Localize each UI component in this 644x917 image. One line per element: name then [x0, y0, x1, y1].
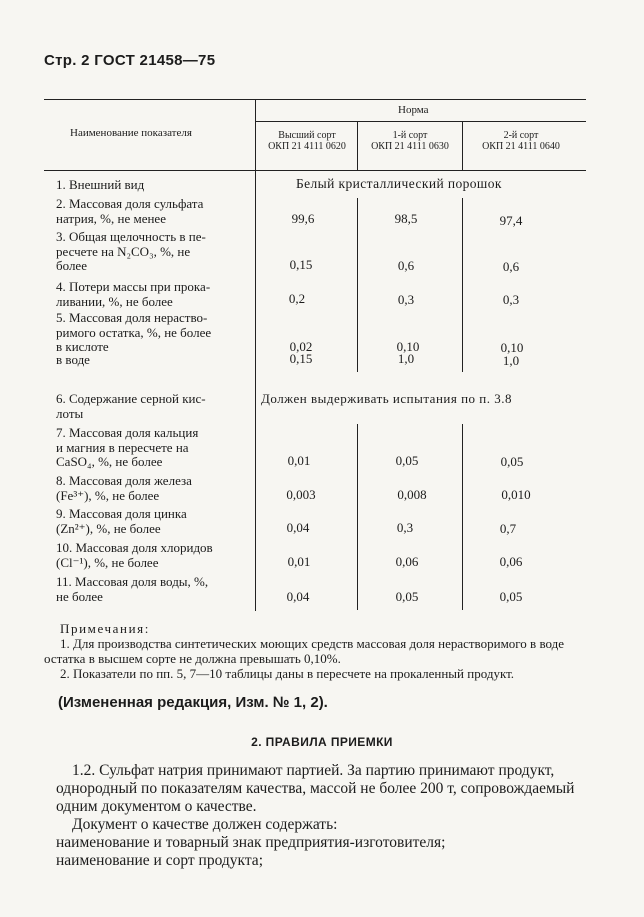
row-label: 5. Массовая доля нераство- римого остатка, %, не более: [56, 310, 212, 340]
table-cell: 0,01: [287, 453, 311, 468]
paragraph: наименование и товарный знак предприятия-изготовителя;: [56, 834, 446, 851]
table-cell: 0,7: [499, 521, 517, 536]
table-cell: 0,6: [397, 258, 415, 273]
table-top-rule: [44, 99, 586, 100]
table-cell: 99,6: [291, 211, 315, 226]
table-cell: 97,4: [499, 213, 523, 228]
paragraph: наименование и сорт продукта;: [56, 852, 263, 869]
table-cell: 0,06: [499, 554, 523, 569]
row-sublabel: в кислоте: [56, 339, 109, 354]
body-text: [56, 762, 592, 870]
row-label: 11. Массовая доля воды, %, не более: [56, 574, 209, 604]
grade-divider-2-body: [462, 198, 463, 372]
paragraph: Документ о качестве должен содержать:: [72, 816, 338, 833]
param-column-header: Наименование показателя: [70, 127, 192, 139]
table-cell: 98,5: [394, 211, 418, 226]
table-cell: 0,003: [286, 487, 316, 502]
paragraph: 1.2. Сульфат натрия принимают партией. За партию принимают продукт, однородный по показателям качества, массой не более 200 т, сопровождаемый одним документом о качестве.: [56, 762, 575, 815]
table-cell: 0,04: [286, 589, 310, 604]
table-cell: 0,05: [395, 589, 419, 604]
table-cell: 0,3: [396, 520, 414, 535]
table-cell: 0,2: [288, 291, 306, 306]
note-1: 1. Для производства синтетических моющих средств массовая доля нерастворимого в воде остатка в высшем сорте не должна превышать 0,10%.: [44, 636, 564, 666]
row-label: 7. Массовая доля кальция и магния в пересчете на CaSO₄, %, не более: [56, 425, 199, 469]
note-2: 2. Показатели по пп. 5, 7—10 таблицы даны в пересчете на прокаленный продукт.: [60, 666, 515, 681]
grade-divider-2: [462, 121, 463, 170]
norm-header: Норма: [398, 104, 429, 116]
grade-header: 2-й сорт ОКП 21 4111 0640: [482, 130, 560, 152]
table-cell: 0,10: [500, 340, 524, 355]
row-span-value: Должен выдерживать испытания по п. 3.8: [261, 391, 513, 406]
table-cell: 0,05: [500, 454, 524, 469]
row-label: 2. Массовая доля сульфата натрия, %, не менее: [56, 196, 204, 226]
row-label: 3. Общая щелочность в пе- ресчете на N₂CO₃, %, не более: [56, 229, 206, 273]
table-cell: 0,008: [397, 487, 427, 502]
table-cell: 1,0: [502, 353, 520, 368]
table-cell: 0,01: [287, 554, 311, 569]
section-title: 2. ПРАВИЛА ПРИЕМКИ: [251, 735, 393, 749]
table-cell: 0,15: [289, 351, 313, 366]
table-cell: 0,3: [502, 292, 520, 307]
table-cell: 0,05: [499, 589, 523, 604]
row-label: 1. Внешний вид: [56, 177, 145, 192]
row-sublabel: в воде: [56, 352, 90, 367]
grade-header: 1-й сорт ОКП 21 4111 0630: [371, 130, 449, 152]
grade-divider-1-body: [357, 198, 358, 372]
row-label: 10. Массовая доля хлоридов (Cl⁻¹), %, не более: [56, 540, 213, 570]
norm-header-rule: [256, 121, 586, 122]
grade-header: Высший сорт ОКП 21 4111 0620: [268, 130, 346, 152]
table-cell: 0,10: [396, 339, 420, 354]
table-cell: 0,05: [395, 453, 419, 468]
notes-title: Примечания:: [60, 621, 150, 636]
table-cell: 0,04: [286, 520, 310, 535]
grade-divider-1-body-lower: [357, 424, 358, 610]
table-cell: 0,3: [397, 292, 415, 307]
page-header: Стр. 2 ГОСТ 21458—75: [44, 52, 216, 69]
table-cell: 0,15: [289, 257, 313, 272]
param-column-divider: [255, 99, 256, 611]
row-label: 4. Потери массы при прока- ливании, %, не более: [56, 279, 211, 309]
table-cell: 0,06: [395, 554, 419, 569]
table-cell: 0,010: [501, 487, 531, 502]
row-span-value: Белый кристаллический порошок: [296, 176, 502, 191]
table-cell: 0,02: [289, 339, 313, 354]
table-cell: 0,6: [502, 259, 520, 274]
table-header-rule: [44, 170, 586, 171]
amendment-note: (Измененная редакция, Изм. № 1, 2).: [58, 694, 328, 711]
table-notes: [44, 621, 592, 681]
row-label: 6. Содержание серной кис- лоты: [56, 391, 206, 421]
grade-divider-1: [357, 121, 358, 170]
grade-divider-2-body-lower: [462, 424, 463, 610]
row-label: 9. Массовая доля цинка (Zn²⁺), %, не более: [56, 506, 187, 536]
row-label: 8. Массовая доля железа (Fe³⁺), %, не более: [56, 473, 192, 503]
table-cell: 1,0: [397, 351, 415, 366]
